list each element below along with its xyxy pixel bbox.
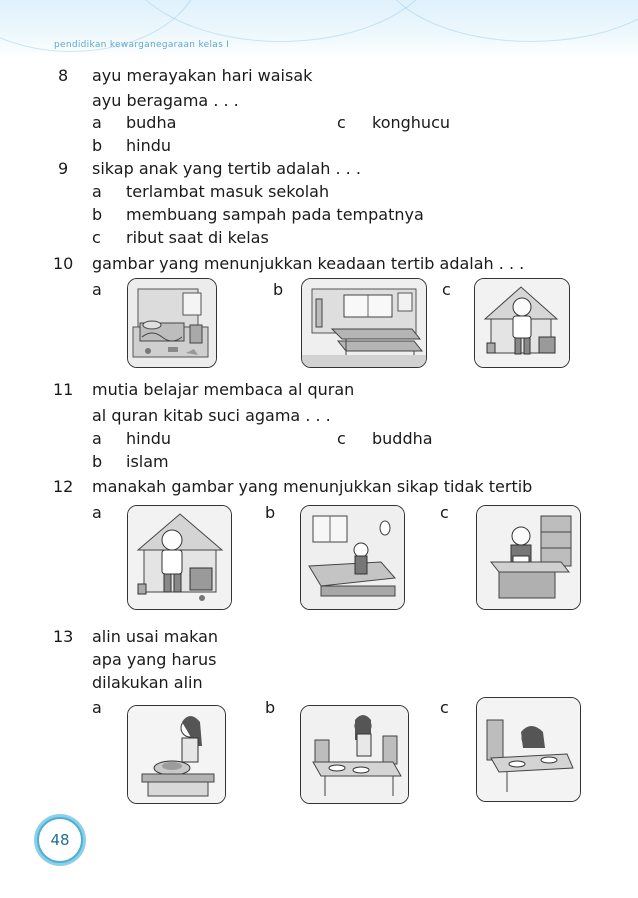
question-text: sikap anak yang tertib adalah . . . — [92, 159, 361, 178]
question-text: apa yang harus — [92, 650, 217, 669]
messy-bedroom-illustration — [128, 279, 216, 367]
question-text: ayu beragama . . . — [92, 91, 239, 110]
question-text: alin usai makan — [92, 627, 219, 646]
header-decoration — [380, 0, 638, 42]
option-letter[interactable]: b — [92, 136, 103, 155]
classroom-illustration — [302, 279, 426, 367]
boy-studying-illustration — [477, 506, 580, 609]
option-letter[interactable]: c — [442, 280, 451, 299]
question-text: ayu merayakan hari waisak — [92, 66, 313, 85]
girl-at-table-picture[interactable] — [300, 705, 409, 804]
option-text[interactable]: ribut saat di kelas — [126, 228, 269, 247]
option-text[interactable]: membuang sampah pada tempatnya — [126, 205, 424, 224]
option-letter[interactable]: a — [92, 429, 102, 448]
option-letter[interactable]: c — [337, 429, 346, 448]
option-letter[interactable]: b — [273, 280, 284, 299]
option-letter[interactable]: b — [92, 452, 103, 471]
option-text[interactable]: terlambat masuk sekolah — [126, 182, 330, 201]
messy-bedroom-picture[interactable] — [127, 278, 217, 368]
option-letter[interactable]: b — [265, 503, 276, 522]
girl-washing-dishes-illustration — [128, 706, 225, 803]
option-letter[interactable]: a — [92, 113, 102, 132]
girl-washing-dishes-picture[interactable] — [127, 705, 226, 804]
question-number: 8 — [58, 66, 69, 85]
option-text[interactable]: hindu — [126, 429, 172, 448]
question-number: 13 — [53, 627, 74, 646]
option-letter[interactable]: b — [92, 205, 103, 224]
boy-near-trash-picture[interactable] — [474, 278, 570, 368]
girl-sleeping-at-table-illustration — [477, 698, 580, 801]
option-letter[interactable]: c — [92, 228, 101, 247]
question-text: gambar yang menunjukkan keadaan tertib adalah . . . — [92, 254, 525, 273]
question-text: mutia belajar membaca al quran — [92, 380, 355, 399]
boy-throwing-trash-illustration — [128, 506, 231, 609]
boy-throwing-trash-picture[interactable] — [127, 505, 232, 610]
girl-sleeping-at-table-picture[interactable] — [476, 697, 581, 802]
option-letter[interactable]: c — [440, 698, 449, 717]
classroom-picture[interactable] — [301, 278, 427, 368]
option-letter[interactable]: a — [92, 503, 102, 522]
question-text: al quran kitab suci agama . . . — [92, 406, 331, 425]
boy-near-trash-illustration — [475, 279, 569, 367]
question-number: 9 — [58, 159, 69, 178]
option-text[interactable]: islam — [126, 452, 169, 471]
option-letter[interactable]: a — [92, 182, 102, 201]
option-letter[interactable]: a — [92, 698, 102, 717]
question-number: 12 — [53, 477, 74, 496]
page-number: 48 — [37, 817, 83, 863]
option-letter[interactable]: c — [440, 503, 449, 522]
question-text: dilakukan alin — [92, 673, 203, 692]
question-number: 11 — [53, 380, 74, 399]
option-text[interactable]: hindu — [126, 136, 172, 155]
boy-studying-picture[interactable] — [476, 505, 581, 610]
option-letter[interactable]: c — [337, 113, 346, 132]
question-text: manakah gambar yang menunjukkan sikap tidak tertib — [92, 477, 533, 496]
child-on-bed-illustration — [301, 506, 404, 609]
question-number: 10 — [53, 254, 74, 273]
child-on-bed-picture[interactable] — [300, 505, 405, 610]
option-letter[interactable]: a — [92, 280, 102, 299]
option-text[interactable]: konghucu — [372, 113, 450, 132]
running-title: pendidikan kewarganegaraan kelas I — [54, 40, 230, 50]
option-text[interactable]: budha — [126, 113, 177, 132]
option-text[interactable]: buddha — [372, 429, 433, 448]
option-letter[interactable]: b — [265, 698, 276, 717]
page-number-badge — [34, 814, 86, 866]
girl-at-table-illustration — [301, 706, 408, 803]
